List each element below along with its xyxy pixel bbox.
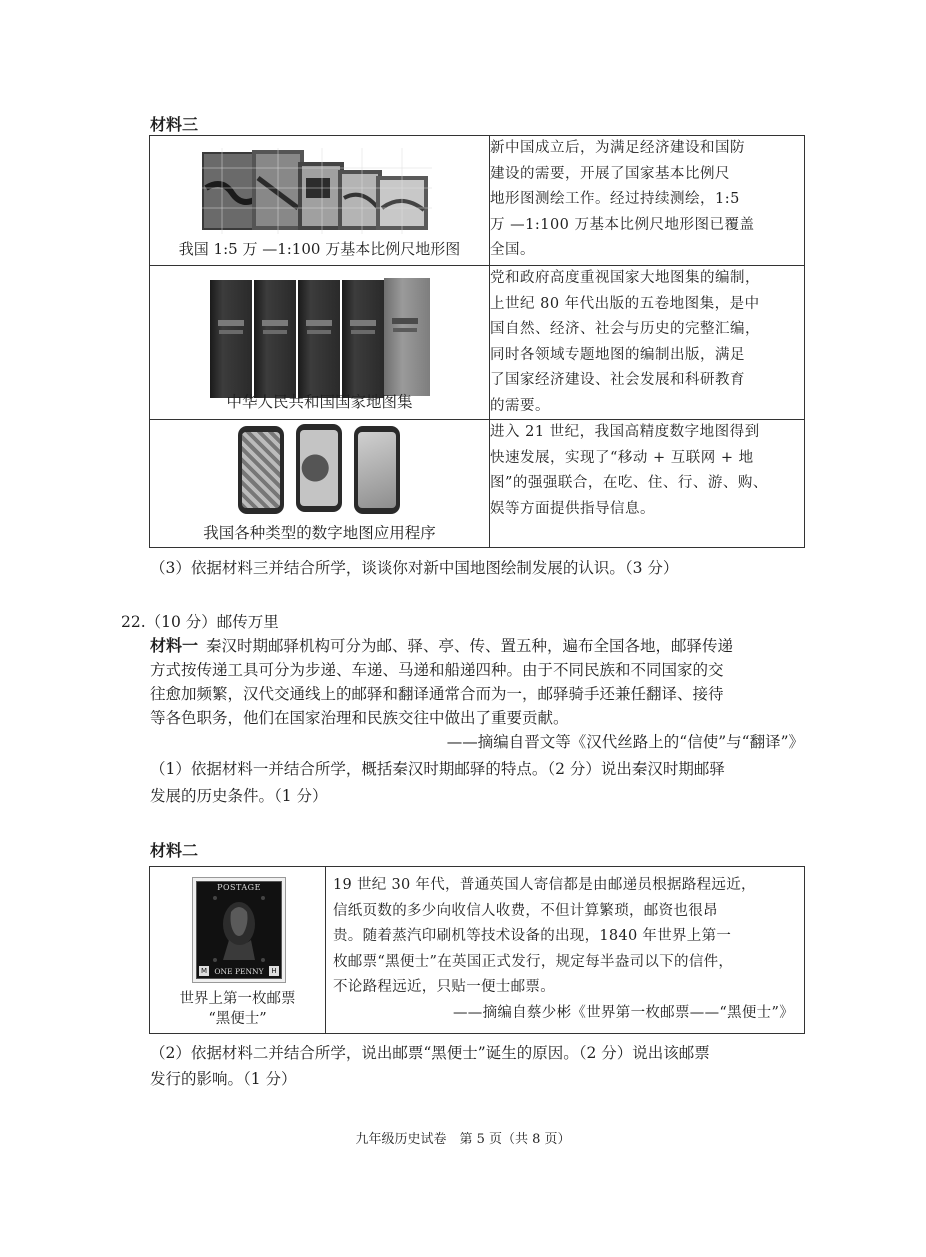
question-22-heading: 22.（10 分）邮传万里 [121, 613, 279, 631]
text-line: 方式按传递工具可分为步递、车递、马递和船递四种。由于不同民族和不同国家的交 [150, 661, 724, 679]
text-line: 往愈加频繁，汉代交通线上的邮驿和翻译通常合而为一，邮驿骑手还兼任翻译、接待 [150, 685, 724, 703]
map-text-cell [490, 136, 805, 266]
penny-black-stamp-image [192, 877, 286, 983]
atlas-text-cell [490, 266, 805, 420]
map-apps-image [238, 424, 408, 516]
atlas-image-cell [150, 266, 490, 420]
text-line: 不论路程远近，只贴一便士邮票。 [333, 979, 555, 995]
atlas-caption: 中华人民共和国国家地图集 [226, 393, 413, 411]
material2-title: 材料二 [150, 841, 199, 860]
text-line: 同时各领域专题地图的编制出版，满足 [490, 346, 745, 363]
text-line: 贵。随着蒸汽印刷机等技术设备的出现，1840 年世界上第一 [333, 928, 732, 944]
topographic-maps-image [202, 148, 432, 234]
material2-table [149, 866, 805, 1034]
material1-block [150, 634, 810, 810]
text-line: 进入 21 世纪，我国高精度数字地图得到 [490, 424, 760, 440]
text-line: 党和政府高度重视国家大地图集的编制， [490, 270, 760, 286]
stamp-bottom-text: ONE PENNY [214, 967, 264, 976]
text-line: 国自然、经济、社会与历史的完整汇编， [490, 321, 760, 337]
stamp-caption-line: 世界上第一枚邮票 [179, 991, 296, 1007]
material1-source: ——摘编自晋文等《汉代丝路上的“信使”与“翻译”》 [446, 733, 804, 751]
text-line: 上世纪 80 年代出版的五卷地图集，是中 [490, 295, 760, 312]
map-caption: 我国 1:5 万 —1:100 万基本比例尺地形图 [178, 240, 461, 258]
material2-source: ——摘编自蔡少彬《世界第一枚邮票——“黑便士”》 [452, 1004, 794, 1021]
text-line: 信纸页数的多少向收信人收费，不但计算繁琐，邮资也很昂 [333, 902, 718, 919]
material3-title: 材料三 [150, 115, 199, 134]
text-line: 19 世纪 30 年代，普通英国人寄信都是由邮递员根据路程远近， [333, 877, 756, 893]
text-line: 了国家经济建设、社会发展和科研教育 [490, 372, 745, 388]
text-line: 新中国成立后，为满足经济建设和国防 [490, 140, 745, 156]
text-line: 等各色职务，他们在国家治理和民族交往中做出了重要贡献。 [150, 709, 569, 727]
queen-profile-icon [211, 894, 267, 964]
question-2-line: （2）依据材料二并结合所学，说出邮票“黑便士”诞生的原因。（2 分）说出该邮票 [150, 1044, 710, 1062]
text-line: 秦汉时期邮驿机构可分为邮、驿、亭、传、置五种，遍布全国各地，邮驿传递 [206, 637, 734, 655]
question-2-line: 发行的影响。（1 分） [150, 1070, 297, 1088]
page-footer: 九年级历史试卷 第 5 页（共 8 页） [355, 1132, 571, 1147]
text-line: 娱等方面提供指导信息。 [490, 500, 655, 517]
stamp-cell [150, 867, 326, 1034]
map-image-cell [150, 136, 490, 266]
text-line: 全国。 [490, 242, 535, 258]
question-2-block [150, 1040, 710, 1092]
question-1-line: （1）依据材料一并结合所学，概括秦汉时期邮驿的特点。（2 分）说出秦汉时期邮驿 [150, 760, 725, 778]
material2-text-cell [326, 867, 805, 1034]
stamp-caption-line: “黑便士” [208, 1011, 267, 1027]
app-text-cell [490, 420, 805, 548]
text-line: 地形图测绘工作。经过持续测绘，1:5 [490, 191, 740, 207]
material1-label: 材料一 [150, 636, 199, 655]
stamp-corner-right: H [269, 966, 279, 976]
text-line: 建设的需要，开展了国家基本比例尺 [490, 165, 730, 182]
app-caption: 我国各种类型的数字地图应用程序 [203, 524, 436, 542]
text-line: 图”的强强联合，在吃、住、行、游、购、 [490, 475, 768, 491]
app-image-cell [150, 420, 490, 548]
stamp-corner-left: M [200, 967, 208, 975]
text-line: 枚邮票“黑便士”在英国正式发行，规定每半盎司以下的信件， [333, 953, 734, 970]
text-line: 的需要。 [490, 397, 550, 414]
atlas-books-image [210, 278, 440, 398]
material3-table [149, 135, 805, 548]
stamp-top-text: POSTAGE [217, 883, 261, 892]
text-line: 万 —1:100 万基本比例尺地形图已覆盖 [490, 216, 755, 233]
text-line: 快速发展，实现了“移动 + 互联网 + 地 [490, 449, 754, 466]
stamp-caption [150, 989, 325, 1029]
question-1-line: 发展的历史条件。（1 分） [150, 787, 328, 805]
question-3: （3）依据材料三并结合所学，谈谈你对新中国地图绘制发展的认识。（3 分） [150, 559, 679, 577]
